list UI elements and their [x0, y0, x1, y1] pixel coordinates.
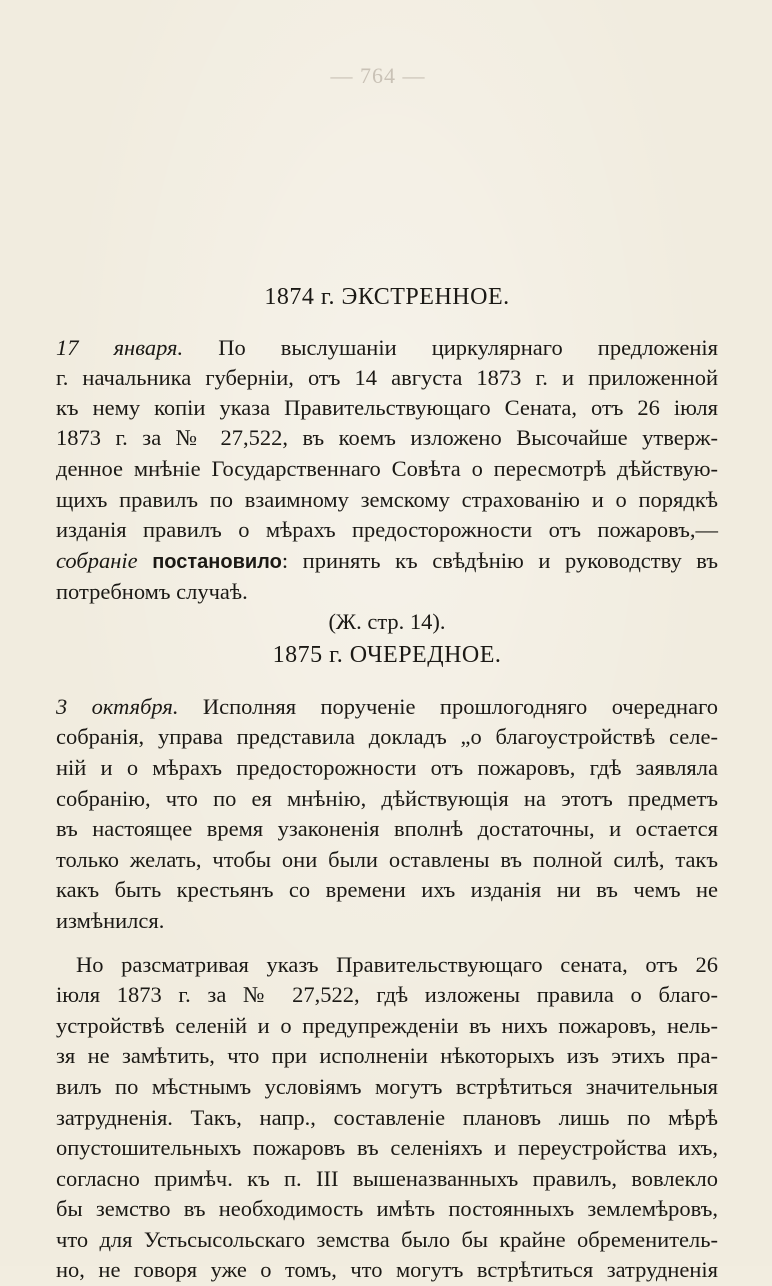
- paragraph-line: какъ быть крестьянъ со времени ихъ изданія ни въ чемъ не: [56, 877, 718, 902]
- paragraph-line: зя не замѣтить, что при исполненіи нѣкоторыхъ изъ этихъ пра-: [56, 1043, 718, 1068]
- paragraph-line: бы земство въ необходимость имѣть постоянныхъ землемѣровъ,: [56, 1196, 718, 1221]
- paragraph-line: затрудненія. Такъ, напр., составленіе плановъ лишь по мѣрѣ: [56, 1105, 718, 1130]
- paragraph-line: ній и о мѣрахъ предосторожности отъ пожаровъ, гдѣ заявляла: [56, 755, 718, 780]
- section-heading-1875: 1875 г. ОЧЕРЕДНОЕ.: [272, 642, 502, 668]
- paragraph-line: но, не говоря уже о томъ, что могутъ встрѣтиться затрудненія: [56, 1257, 718, 1282]
- paragraph-text: Исполняя порученіе прошлогодняго очереднаго: [202, 694, 719, 719]
- postanovilo-word: постановило: [152, 551, 282, 573]
- paragraph-line: вилъ по мѣстнымъ условіямъ могутъ встрѣтиться значительныя: [56, 1074, 718, 1099]
- paragraph-line: [56, 333, 718, 364]
- paragraph-line: щихъ правилъ по взаимному земскому страхованію и о порядкѣ: [56, 487, 718, 512]
- paragraph-line: изданія правилъ о мѣрахъ предосторожности отъ пожаровъ,—: [56, 517, 718, 542]
- citation: (Ж. стр. 14).: [328, 609, 446, 634]
- paragraph-line: потребномъ случаѣ.: [56, 579, 248, 604]
- paragraph-line: собранія, управа представила докладъ „о благоустройствѣ селе-: [56, 724, 718, 749]
- paragraph-line: іюля 1873 г. за № 27,522, гдѣ изложены правила о благо-: [56, 982, 718, 1007]
- sobranie-word: собраніе: [56, 548, 138, 573]
- paragraph-line: измѣнился.: [56, 908, 165, 933]
- page-number: — 764 —: [330, 63, 426, 88]
- paragraph-line: въ настоящее время узаконенія вполнѣ достаточны, и остается: [56, 816, 718, 841]
- paragraph-text: : принять къ свѣдѣнію и руководству въ: [281, 548, 719, 573]
- paragraph-line: [56, 692, 718, 723]
- paragraph-line: денное мнѣніе Государственнаго Совѣта о пересмотрѣ дѣйствую-: [56, 456, 718, 481]
- date-17-january: 17 января.: [56, 335, 184, 360]
- paragraph-line: [56, 546, 718, 578]
- date-3-october: 3 октября.: [56, 694, 179, 719]
- paragraph-line: только желать, чтобы они были оставлены въ полной силѣ, такъ: [56, 847, 718, 872]
- paragraph-line: къ нему копіи указа Правительствующаго Сената, отъ 26 іюля: [56, 395, 718, 420]
- paragraph-line: собранію, что по ея мнѣнію, дѣйствующія на этотъ предметъ: [56, 786, 718, 811]
- section-heading-1874: 1874 г. ЭКСТРЕННОЕ.: [264, 284, 510, 310]
- paragraph-line: г. начальника губерніи, отъ 14 августа 1873 г. и приложенной: [56, 365, 718, 390]
- paragraph-line: что для Устьсысольскаго земства было бы крайне обременитель-: [56, 1227, 718, 1252]
- paragraph-text: По выслушаніи циркулярнаго предложенія: [218, 335, 718, 360]
- paragraph-line: Но разсматривая указъ Правительствующаго сената, отъ 26: [76, 952, 718, 977]
- paragraph-line: согласно примѣч. къ п. III вышеназванныхъ правилъ, вовлекло: [56, 1166, 718, 1191]
- paragraph-line: устройствѣ селеній и о предупрежденіи въ нихъ пожаровъ, нель-: [56, 1013, 718, 1038]
- paragraph-line: опустошительныхъ пожаровъ въ селеніяхъ и переустройства ихъ,: [56, 1135, 718, 1160]
- paragraph-line: 1873 г. за № 27,522, въ коемъ изложено Высочайше утверж-: [56, 425, 718, 450]
